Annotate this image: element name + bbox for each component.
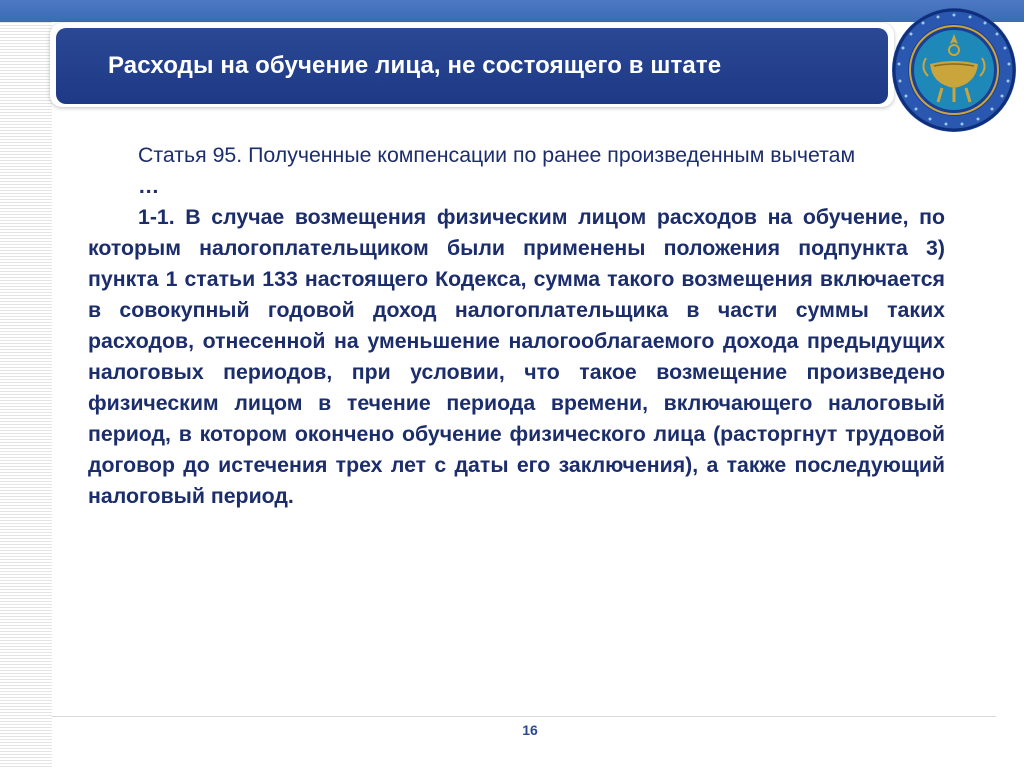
tax-service-emblem-icon [890,6,1018,134]
top-band [0,0,1024,22]
left-stripe-decoration [0,22,52,768]
clause-text: 1-1. В случае возмещения физическим лицом расходов на обучение, по которым налогоплательщиком были применены положения подпункта 3) пункта 1 статьи 133 настоящего Кодекса, сумма такого возмещения включается в совокупный годовой доход налогоплательщика в части суммы таких расходов, отнесенной на уменьшение налогооблагаемого дохода предыдущих налоговых периодов, при условии, что такое возмещение произведено физическим лицом в течение периода времени, включающего налоговый период, в котором окончено обучение физического лица (расторгнут трудовой договор до истечения трех лет с даты его заключения), а также последующий налоговый период. [88,205,945,508]
page-number: 16 [522,722,538,738]
article-heading: Статья 95. Полученные компенсации по ранее произведенным вычетам [138,143,856,167]
slide-content [88,140,945,512]
ellipsis: … [138,174,160,198]
slide-title: Расходы на обучение лица, не состоящего в штате [108,52,722,79]
title-bar [56,28,888,104]
footer-divider [52,716,996,717]
